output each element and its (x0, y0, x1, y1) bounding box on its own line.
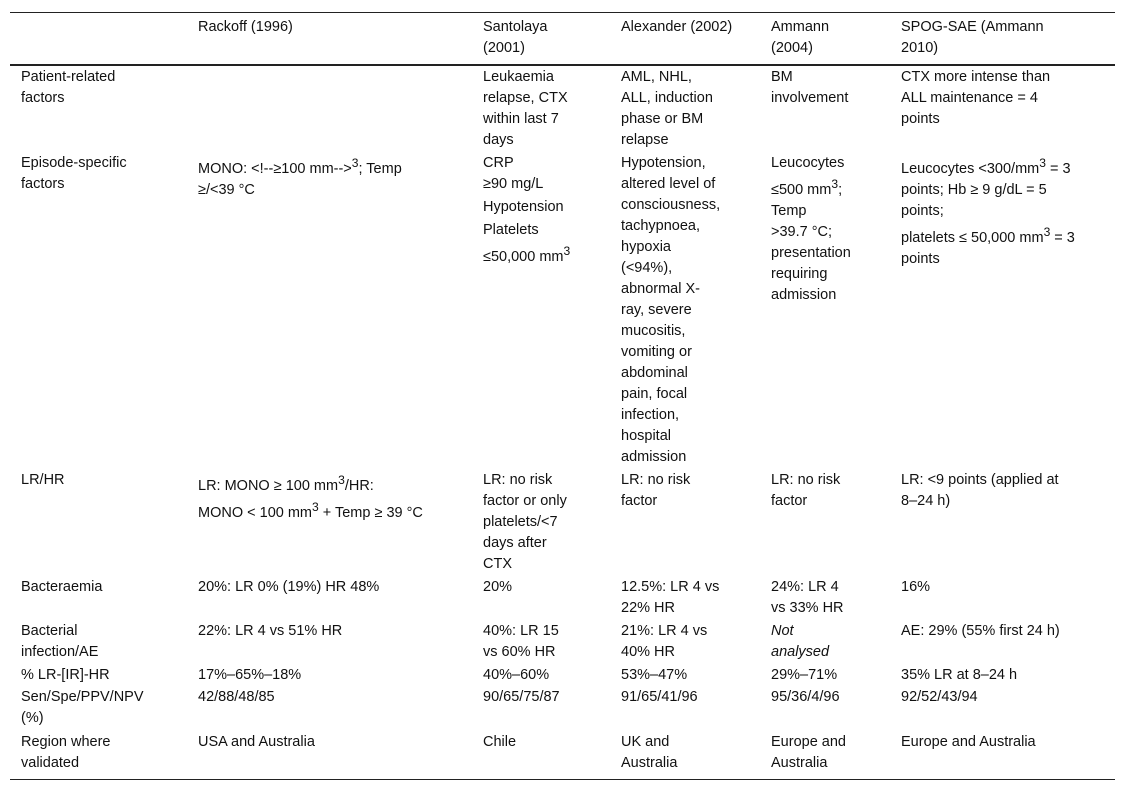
cell-sen-ammann: 95/36/4/96 (771, 689, 840, 705)
row-label-lr-ir-hr: % LR-[IR]-HR (21, 667, 110, 683)
cell-inf-santolaya: 40%: LR 15 vs 60% HR (483, 623, 559, 660)
cell-pct-ammann: 29%–71% (771, 667, 838, 683)
cell-lrhr-santolaya: LR: no risk factor or only platelets/<7 days after CTX (483, 472, 567, 572)
cell-bact-alexander: 12.5%: LR 4 vs 22% HR (621, 579, 720, 616)
cell-pct-alexander: 53%–47% (621, 667, 688, 683)
cell-pct-rackoff: 17%–65%–18% (198, 667, 302, 683)
row-label-bacterial-infection: Bacterial infection/AE (21, 623, 99, 660)
header-rackoff: Rackoff (1996) (198, 19, 293, 35)
cell-bact-ammann: 24%: LR 4 vs 33% HR (771, 579, 844, 616)
cell-sen-rackoff: 42/88/48/85 (198, 689, 275, 705)
cell-episode-spog: Leucocytes $<300/mm^3 = 3$ points; Hb ≥ 9 g/dL = 5 points; platelets ≤ 50,000 $mm^3 = 3$ points (901, 156, 1075, 267)
cell-region-ammann: Europe and Australia (771, 734, 846, 771)
header-alexander: Alexander (2002) (621, 19, 733, 35)
cell-lrhr-rackoff: LR: MONO ≥ 100 $mm^3/HR$: MONO < 100 $mm^3$ + Temp ≥ 39 °C (198, 473, 423, 521)
cell-region-spog: Europe and Australia (901, 734, 1036, 750)
cell-inf-alexander: 21%: LR 4 vs 40% HR (621, 623, 708, 660)
header-santolaya: Santolaya (2001) (483, 19, 548, 56)
cell-inf-ammann: Not analysed (771, 623, 830, 660)
cell-lrhr-ammann: LR: no risk factor (771, 472, 841, 509)
table-bottom-rule (10, 779, 1115, 780)
cell-episode-alexander: Hypotension, altered level of consciousness, tachypnoea, hypoxia (<94%), abnormal X- ray, severe mucositis, vomiting or abdominal pain, focal infection, hospital admission (621, 155, 721, 465)
cell-pct-spog: 35% LR at 8–24 h (901, 667, 1018, 683)
cell-patient-alexander: AML, NHL, ALL, induction phase or BM relapse (621, 69, 713, 148)
header-ammann: Ammann (2004) (771, 19, 830, 56)
cell-bact-spog: 16% (901, 579, 931, 595)
cell-sen-spog: 92/52/43/94 (901, 689, 978, 705)
cell-inf-spog: AE: 29% (55% first 24 h) (901, 623, 1060, 639)
cell-patient-santolaya: Leukaemia relapse, CTX within last 7 days (483, 69, 568, 148)
cell-pct-santolaya: 40%–60% (483, 667, 550, 683)
cell-region-rackoff: USA and Australia (198, 734, 315, 750)
header-spog-sae: SPOG-SAE (Ammann 2010) (901, 19, 1044, 56)
row-label-sen-spe: Sen/Spe/PPV/NPV (%) (21, 689, 144, 726)
cell-patient-spog: CTX more intense than ALL maintenance = 4 points (901, 69, 1051, 127)
cell-inf-rackoff: 22%: LR 4 vs 51% HR (198, 623, 343, 639)
cell-episode-rackoff: MONO: <!--≥100 mm-->$^3$; Temp ≥/<39 °C (198, 156, 402, 198)
row-label-episode-factors: Episode-specific factors (21, 155, 127, 192)
cell-episode-ammann: Leucocytes ≤500 $mm^3$; Temp >39.7 °C; presentation requiring admission (771, 155, 851, 303)
cell-bact-rackoff: 20%: LR 0% (19%) HR 48% (198, 579, 380, 595)
row-label-lr-hr: LR/HR (21, 472, 65, 488)
row-label-region: Region where validated (21, 734, 111, 771)
table-top-rule (10, 12, 1115, 13)
cell-lrhr-alexander: LR: no risk factor (621, 472, 691, 509)
cell-bact-santolaya: 20% (483, 579, 513, 595)
row-label-patient-factors: Patient-related factors (21, 69, 116, 106)
cell-patient-ammann: BM involvement (771, 69, 849, 106)
cell-lrhr-spog: LR: <9 points (applied at 8–24 h) (901, 472, 1059, 509)
cell-region-alexander: UK and Australia (621, 734, 678, 771)
row-label-bacteraemia: Bacteraemia (21, 579, 103, 595)
cell-sen-alexander: 91/65/41/96 (621, 689, 698, 705)
header-bottom-rule (10, 64, 1115, 66)
cell-episode-santolaya: CRP ≥90 mg/L Hypotension Platelets ≤50,000 $mm^3$ (483, 155, 571, 265)
cell-region-santolaya: Chile (483, 734, 517, 750)
cell-sen-santolaya: 90/65/75/87 (483, 689, 560, 705)
